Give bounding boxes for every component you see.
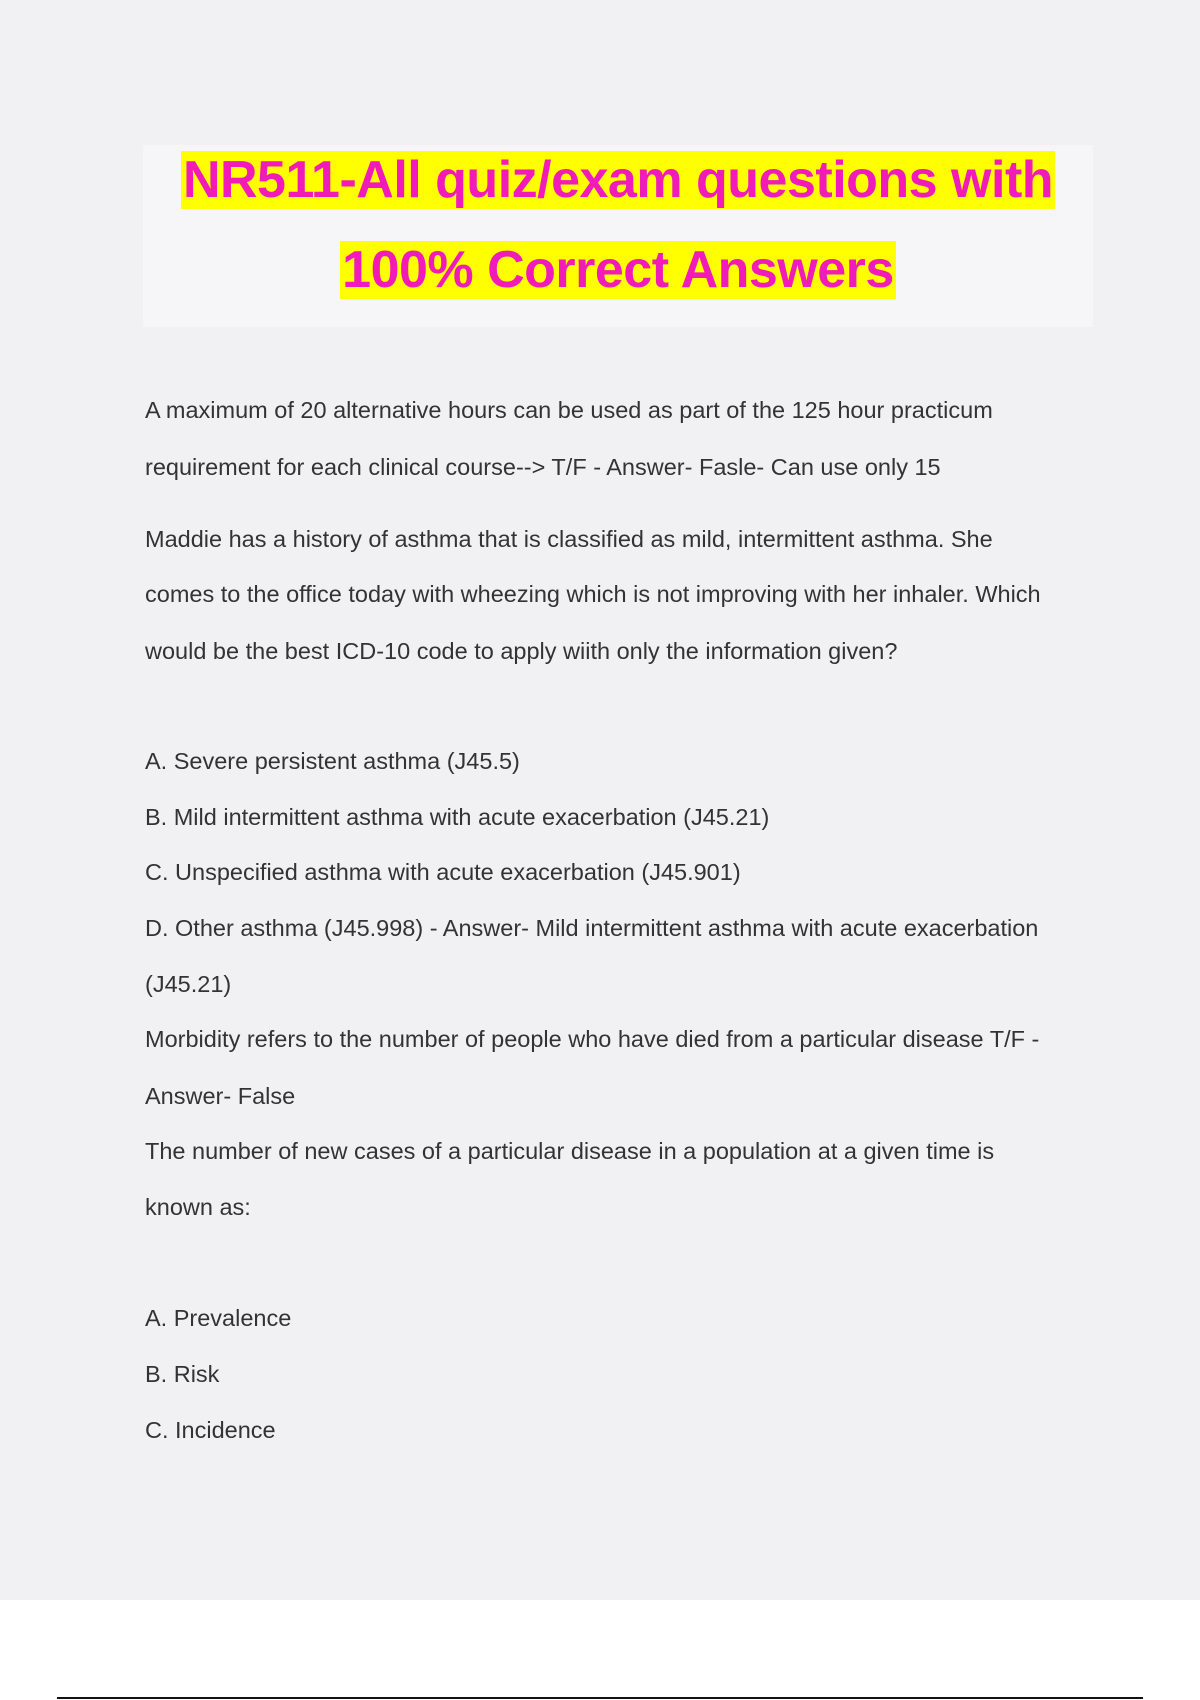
answer-option: A. Severe persistent asthma (J45.5)	[145, 748, 520, 774]
answer-option: B. Mild intermittent asthma with acute exacerbation (J45.21)	[145, 804, 770, 830]
text-line: comes to the office today with wheezing which is not improving with her inhaler. Which	[145, 581, 1041, 607]
answer-option: B. Risk	[145, 1361, 220, 1387]
answer-option: C. Incidence	[145, 1417, 276, 1443]
answer-option: C. Unspecified asthma with acute exacerbation (J45.901)	[145, 859, 741, 885]
footer-divider	[57, 1697, 1143, 1699]
text-line: Answer- False	[145, 1083, 296, 1109]
title-highlight-2: 100% Correct Answers	[342, 241, 894, 299]
text-line: The number of new cases of a particular disease in a population at a given time is	[145, 1138, 995, 1164]
title-highlight-1: NR511-All quiz/exam questions with	[182, 151, 1054, 209]
title-block	[143, 145, 1093, 327]
text-line: Maddie has a history of asthma that is classified as mild, intermittent asthma. She	[145, 526, 993, 552]
text-line: A maximum of 20 alternative hours can be used as part of the 125 hour practicum	[145, 397, 993, 423]
text-line: requirement for each clinical course--> T/F - Answer- Fasle- Can use only 15	[145, 454, 941, 480]
text-line: would be the best ICD-10 code to apply wiith only the information given?	[145, 638, 898, 664]
text-line: Morbidity refers to the number of people who have died from a particular disease T/F -	[145, 1026, 1040, 1052]
title-line-2	[143, 240, 1093, 300]
text-line: (J45.21)	[145, 971, 232, 997]
answer-option: A. Prevalence	[145, 1305, 292, 1331]
text-line: known as:	[145, 1194, 251, 1220]
title-line-1	[143, 150, 1093, 210]
answer-option: D. Other asthma (J45.998) - Answer- Mild intermittent asthma with acute exacerbation	[145, 915, 1039, 941]
